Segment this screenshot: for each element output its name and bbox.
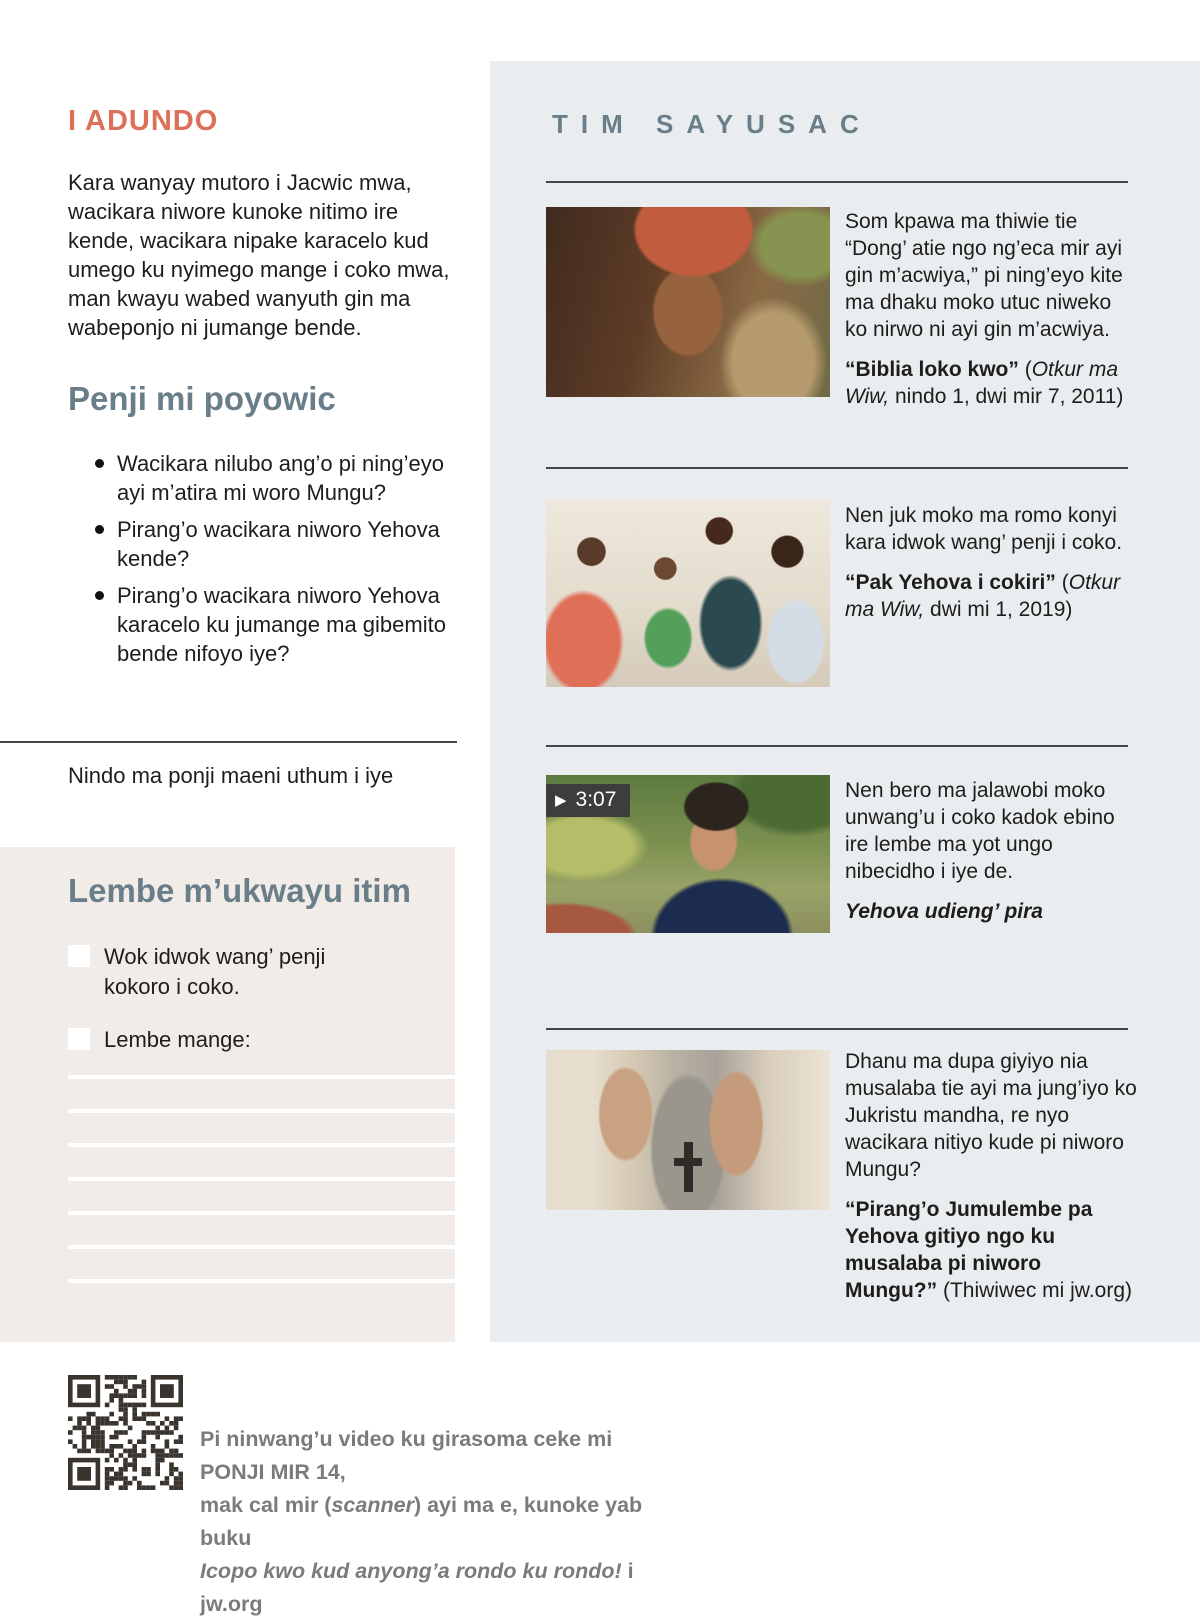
reference-citation: “Pirang’o Jumulembe pa Yehova gitiyo ngo ku musalaba pi niworo Mungu?” (Thiwiwec mi jw.org) (845, 1198, 1132, 1302)
writing-line (68, 1075, 455, 1079)
question-text: Wacikara nilubo ang’o pi ning’eyo ayi m’atira mi woro Mungu? (117, 451, 444, 505)
divider-line (0, 741, 457, 743)
qr-code (68, 1375, 183, 1490)
writing-line (68, 1109, 455, 1113)
writing-line (68, 1143, 455, 1147)
page-title: I ADUNDO (68, 105, 219, 137)
footer-line: Pi ninwang’u video ku girasoma ceke mi PONJI MIR 14, (200, 1427, 613, 1484)
reference-entry (845, 208, 1138, 410)
writing-line (68, 1177, 455, 1181)
goals-heading: Lembe m’ukwayu itim (68, 872, 411, 909)
question-text: Pirang’o wacikara niworo Yehova kende? (117, 517, 440, 571)
reference-body: Som kpawa ma thiwie tie “Dong’ atie ngo ng’eca mir ayi gin m’acwiya,” pi ning’eyo kite ma dhaku moko utuc niweko ko nirwo ni ayi gin m’acwiya. (845, 210, 1123, 341)
questions-heading: Penji mi poyowic (68, 380, 336, 417)
questions-list (95, 449, 467, 676)
intro-paragraph: Kara wanyay mutoro i Jacwic mwa, wacikara niwore kunoke nitimo ire kende, wacikara nipake karacelo kud umego ku nyimego mange i coko mwa, man kwayu wabed wanyuth gin ma wabeponjo ni jumange bende. (68, 170, 450, 340)
reference-citation: “Pak Yehova i cokiri” (Otkur ma Wiw, dwi mi 1, 2019) (845, 571, 1121, 621)
divider-line (546, 1028, 1128, 1030)
reference-body: Nen bero ma jalawobi moko unwang’u i coko kadok ebino ire lembe ma yot ungo nibecidho i iye de. (845, 779, 1115, 883)
checkbox[interactable] (68, 1028, 90, 1050)
completion-date-note: Nindo ma ponji maeni uthum i iye (68, 763, 394, 788)
reference-citation: “Biblia loko kwo” (Otkur ma Wiw, nindo 1, dwi mir 7, 2011) (845, 358, 1124, 408)
references-panel (490, 61, 1200, 1342)
divider-line (546, 181, 1128, 183)
question-text: Pirang’o wacikara niworo Yehova karacelo ku jumange ma gibemito bende nifoyo iye? (117, 583, 446, 666)
divider-line (546, 745, 1128, 747)
checkbox-label: Lembe mange: (104, 1027, 251, 1052)
play-icon: ▶ (555, 791, 567, 809)
photo-family-study (546, 499, 830, 687)
reference-entry (845, 777, 1138, 925)
reference-entry (845, 1048, 1138, 1304)
photo-hands-rosary (546, 1050, 830, 1210)
reference-body: Dhanu ma dupa giyiyo nia musalaba tie ayi ma jung’iyo ko Jukristu mandha, re nyo wacikara nitiyo kude pi niworo Mungu? (845, 1050, 1137, 1181)
question-item (95, 449, 467, 507)
bullet-icon (95, 525, 104, 534)
references-heading: TIM SAYUSAC (552, 109, 872, 139)
checklist-item (68, 942, 354, 1002)
question-item (95, 581, 467, 668)
checklist-item (68, 1025, 354, 1055)
video-duration: 3:07 (575, 788, 617, 811)
video-duration-badge (546, 784, 630, 817)
writing-line (68, 1211, 455, 1215)
bullet-icon (95, 459, 104, 468)
writing-line (68, 1279, 455, 1283)
checkbox-label: Wok idwok wang’ penji kokoro i coko. (104, 944, 326, 999)
photo-woman-headwrap (546, 207, 830, 397)
footer-instructions (200, 1423, 680, 1621)
video-thumbnail[interactable] (546, 775, 830, 933)
bullet-icon (95, 591, 104, 600)
reference-body: Nen juk moko ma romo konyi kara idwok wang’ penji i coko. (845, 504, 1123, 554)
writing-line (68, 1245, 455, 1249)
divider-line (546, 467, 1128, 469)
footer-line: Icopo kwo kud anyong’a rondo ku rondo! i jw.org (200, 1559, 634, 1616)
reference-citation: Yehova udieng’ pira (845, 900, 1043, 923)
question-item (95, 515, 467, 573)
goals-box (0, 847, 455, 1342)
footer-line: mak cal mir (scanner) ayi ma e, kunoke yab buku (200, 1493, 643, 1550)
reference-entry (845, 502, 1138, 623)
checkbox[interactable] (68, 945, 90, 967)
